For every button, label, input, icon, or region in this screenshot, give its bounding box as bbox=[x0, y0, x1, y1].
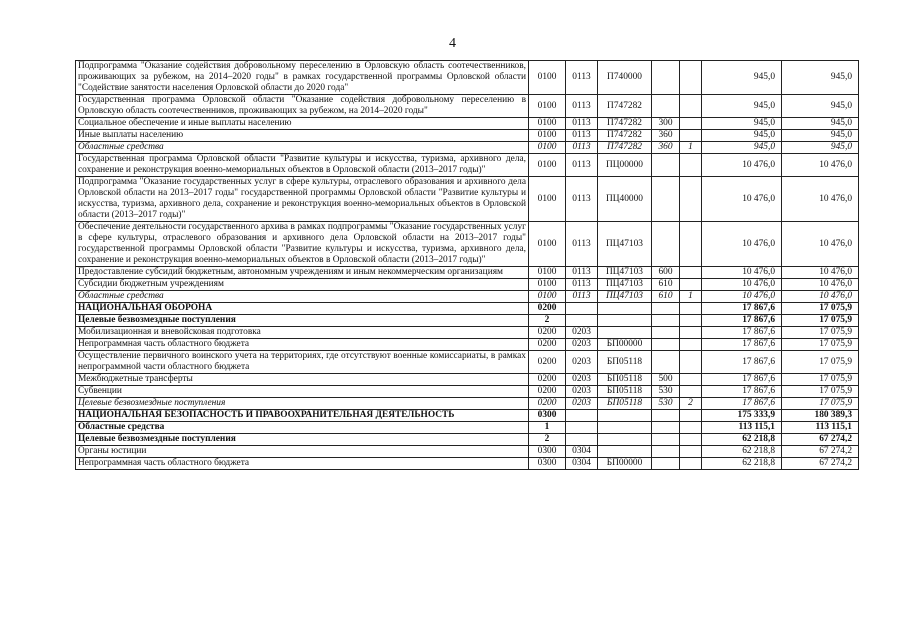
amount-year-2-cell: 945,0 bbox=[782, 61, 859, 95]
table-row bbox=[76, 61, 859, 95]
funding-source-cell bbox=[680, 374, 702, 386]
target-article-cell: ПЦ00000 bbox=[598, 154, 652, 177]
expense-type-cell bbox=[652, 351, 680, 374]
section-code-cell: 0300 bbox=[529, 446, 566, 458]
funding-source-cell: 1 bbox=[680, 291, 702, 303]
subsection-code-cell: 0203 bbox=[566, 327, 598, 339]
subsection-code-cell: 0113 bbox=[566, 177, 598, 222]
amount-year-1-cell: 17 867,6 bbox=[702, 339, 782, 351]
target-article-cell bbox=[598, 303, 652, 315]
subsection-code-cell: 0203 bbox=[566, 374, 598, 386]
amount-year-2-cell: 180 389,3 bbox=[782, 410, 859, 422]
expense-type-cell: 530 bbox=[652, 398, 680, 410]
table-row bbox=[76, 118, 859, 130]
row-name-cell: Государственная программа Орловской области "Оказание содействия добровольному переселению в Орловскую область соотечественников, проживающих за рубежом, на 2014–2020 годы" bbox=[76, 95, 529, 118]
section-code-cell: 0200 bbox=[529, 374, 566, 386]
amount-year-2-cell: 10 476,0 bbox=[782, 291, 859, 303]
row-name-cell: Государственная программа Орловской области "Развитие культуры и искусства, туризма, архивного дела, сохранение и реконструкция военно-мемориальных объектов в Орловской области (2013–2017 годы)" bbox=[76, 154, 529, 177]
section-code-cell: 0100 bbox=[529, 291, 566, 303]
funding-source-cell bbox=[680, 339, 702, 351]
table-row bbox=[76, 267, 859, 279]
expense-type-cell bbox=[652, 339, 680, 351]
section-code-cell: 0100 bbox=[529, 222, 566, 267]
table-row bbox=[76, 339, 859, 351]
amount-year-2-cell: 10 476,0 bbox=[782, 267, 859, 279]
table-row bbox=[76, 434, 859, 446]
row-name-cell: Социальное обеспечение и иные выплаты населению bbox=[76, 118, 529, 130]
target-article-cell: БП05118 bbox=[598, 351, 652, 374]
target-article-cell bbox=[598, 446, 652, 458]
subsection-code-cell bbox=[566, 315, 598, 327]
table-row bbox=[76, 279, 859, 291]
amount-year-1-cell: 17 867,6 bbox=[702, 386, 782, 398]
amount-year-2-cell: 10 476,0 bbox=[782, 177, 859, 222]
funding-source-cell bbox=[680, 154, 702, 177]
table-row bbox=[76, 374, 859, 386]
target-article-cell: П747282 bbox=[598, 95, 652, 118]
target-article-cell bbox=[598, 327, 652, 339]
amount-year-2-cell: 67 274,2 bbox=[782, 458, 859, 470]
target-article-cell: ПЦ47103 bbox=[598, 222, 652, 267]
target-article-cell bbox=[598, 422, 652, 434]
expense-type-cell bbox=[652, 458, 680, 470]
funding-source-cell bbox=[680, 386, 702, 398]
section-code-cell: 0100 bbox=[529, 154, 566, 177]
row-name-cell: Областные средства bbox=[76, 422, 529, 434]
subsection-code-cell: 0113 bbox=[566, 291, 598, 303]
expense-type-cell bbox=[652, 422, 680, 434]
target-article-cell: П747282 bbox=[598, 118, 652, 130]
row-name-cell: Целевые безвозмездные поступления bbox=[76, 434, 529, 446]
row-name-cell: Подпрограмма "Оказание государственных услуг в сфере культуры, отраслевого образования и архивного дела Орловской области на 2013–2017 годы" государственной программы Орловской области "Развитие культуры и искусства, туризма, архивного дела, сохранение и реконструкция военно-мемориальных объектов в Орловской области (2013–2017 годы)" bbox=[76, 177, 529, 222]
subsection-code-cell bbox=[566, 410, 598, 422]
amount-year-1-cell: 945,0 bbox=[702, 61, 782, 95]
amount-year-2-cell: 945,0 bbox=[782, 142, 859, 154]
funding-source-cell bbox=[680, 351, 702, 374]
funding-source-cell bbox=[680, 410, 702, 422]
amount-year-1-cell: 17 867,6 bbox=[702, 374, 782, 386]
funding-source-cell bbox=[680, 327, 702, 339]
section-code-cell: 0100 bbox=[529, 279, 566, 291]
amount-year-1-cell: 62 218,8 bbox=[702, 434, 782, 446]
amount-year-2-cell: 10 476,0 bbox=[782, 279, 859, 291]
table-row bbox=[76, 222, 859, 267]
target-article-cell: П747282 bbox=[598, 130, 652, 142]
table-row bbox=[76, 315, 859, 327]
amount-year-1-cell: 17 867,6 bbox=[702, 303, 782, 315]
expense-type-cell bbox=[652, 303, 680, 315]
target-article-cell bbox=[598, 315, 652, 327]
row-name-cell: Целевые безвозмездные поступления bbox=[76, 315, 529, 327]
subsection-code-cell bbox=[566, 303, 598, 315]
row-name-cell: Осуществление первичного воинского учета на территориях, где отсутствуют военные комиссариаты, в рамках непрограммной части областного бюджета bbox=[76, 351, 529, 374]
section-code-cell: 0100 bbox=[529, 95, 566, 118]
table-row bbox=[76, 327, 859, 339]
target-article-cell: БП05118 bbox=[598, 386, 652, 398]
section-code-cell: 0100 bbox=[529, 130, 566, 142]
funding-source-cell bbox=[680, 446, 702, 458]
page-number: 4 bbox=[449, 36, 456, 51]
funding-source-cell: 1 bbox=[680, 142, 702, 154]
amount-year-1-cell: 17 867,6 bbox=[702, 351, 782, 374]
subsection-code-cell: 0113 bbox=[566, 61, 598, 95]
amount-year-2-cell: 945,0 bbox=[782, 95, 859, 118]
table-row bbox=[76, 446, 859, 458]
amount-year-2-cell: 10 476,0 bbox=[782, 222, 859, 267]
section-code-cell: 0100 bbox=[529, 177, 566, 222]
expense-type-cell bbox=[652, 222, 680, 267]
target-article-cell: ПЦ47103 bbox=[598, 267, 652, 279]
amount-year-2-cell: 10 476,0 bbox=[782, 154, 859, 177]
budget-table-body bbox=[76, 61, 859, 470]
amount-year-2-cell: 17 075,9 bbox=[782, 339, 859, 351]
amount-year-1-cell: 62 218,8 bbox=[702, 446, 782, 458]
section-code-cell: 0100 bbox=[529, 142, 566, 154]
section-code-cell: 0300 bbox=[529, 410, 566, 422]
target-article-cell: ПЦ47103 bbox=[598, 291, 652, 303]
subsection-code-cell bbox=[566, 434, 598, 446]
expense-type-cell bbox=[652, 327, 680, 339]
amount-year-1-cell: 945,0 bbox=[702, 118, 782, 130]
row-name-cell: Непрограммная часть областного бюджета bbox=[76, 339, 529, 351]
amount-year-2-cell: 945,0 bbox=[782, 118, 859, 130]
row-name-cell: Органы юстиции bbox=[76, 446, 529, 458]
row-name-cell: Межбюджетные трансферты bbox=[76, 374, 529, 386]
table-row bbox=[76, 130, 859, 142]
subsection-code-cell: 0203 bbox=[566, 339, 598, 351]
row-name-cell: Иные выплаты населению bbox=[76, 130, 529, 142]
amount-year-2-cell: 17 075,9 bbox=[782, 351, 859, 374]
amount-year-2-cell: 67 274,2 bbox=[782, 434, 859, 446]
amount-year-2-cell: 17 075,9 bbox=[782, 303, 859, 315]
amount-year-1-cell: 10 476,0 bbox=[702, 279, 782, 291]
subsection-code-cell: 0113 bbox=[566, 130, 598, 142]
expense-type-cell bbox=[652, 410, 680, 422]
funding-source-cell: 2 bbox=[680, 398, 702, 410]
amount-year-1-cell: 10 476,0 bbox=[702, 177, 782, 222]
expense-type-cell: 500 bbox=[652, 374, 680, 386]
amount-year-1-cell: 175 333,9 bbox=[702, 410, 782, 422]
amount-year-1-cell: 945,0 bbox=[702, 95, 782, 118]
table-row bbox=[76, 291, 859, 303]
amount-year-1-cell: 17 867,6 bbox=[702, 398, 782, 410]
section-code-cell: 0200 bbox=[529, 327, 566, 339]
subsection-code-cell: 0304 bbox=[566, 458, 598, 470]
subsection-code-cell: 0113 bbox=[566, 95, 598, 118]
section-code-cell: 0300 bbox=[529, 458, 566, 470]
table-row bbox=[76, 142, 859, 154]
target-article-cell: П747282 bbox=[598, 142, 652, 154]
funding-source-cell bbox=[680, 422, 702, 434]
expense-type-cell: 610 bbox=[652, 291, 680, 303]
table-row bbox=[76, 351, 859, 374]
table-row bbox=[76, 177, 859, 222]
table-row bbox=[76, 386, 859, 398]
row-name-cell: Областные средства bbox=[76, 291, 529, 303]
subsection-code-cell: 0113 bbox=[566, 222, 598, 267]
row-name-cell: Непрограммная часть областного бюджета bbox=[76, 458, 529, 470]
amount-year-1-cell: 17 867,6 bbox=[702, 327, 782, 339]
amount-year-1-cell: 62 218,8 bbox=[702, 458, 782, 470]
row-name-cell: Субсидии бюджетным учреждениям bbox=[76, 279, 529, 291]
target-article-cell bbox=[598, 434, 652, 446]
subsection-code-cell bbox=[566, 422, 598, 434]
subsection-code-cell: 0113 bbox=[566, 267, 598, 279]
expense-type-cell: 360 bbox=[652, 142, 680, 154]
row-name-cell: НАЦИОНАЛЬНАЯ БЕЗОПАСНОСТЬ И ПРАВООХРАНИТЕЛЬНАЯ ДЕЯТЕЛЬНОСТЬ bbox=[76, 410, 529, 422]
funding-source-cell bbox=[680, 118, 702, 130]
funding-source-cell bbox=[680, 61, 702, 95]
funding-source-cell bbox=[680, 279, 702, 291]
funding-source-cell bbox=[680, 267, 702, 279]
row-name-cell: НАЦИОНАЛЬНАЯ ОБОРОНА bbox=[76, 303, 529, 315]
funding-source-cell bbox=[680, 222, 702, 267]
subsection-code-cell: 0203 bbox=[566, 398, 598, 410]
expense-type-cell bbox=[652, 434, 680, 446]
row-name-cell: Обеспечение деятельности государственного архива в рамках подпрограммы "Оказание государственных услуг в сфере культуры, отраслевого образования и архивного дела Орловской области на 2013–2017 годы" государственной программы Орловской области "Развитие культуры и искусства, туризма, архивного дела, сохранение и реконструкция военно-мемориальных объектов в Орловской области (2013–2017 годы)" bbox=[76, 222, 529, 267]
table-row bbox=[76, 398, 859, 410]
table-row bbox=[76, 422, 859, 434]
amount-year-1-cell: 10 476,0 bbox=[702, 267, 782, 279]
row-name-cell: Целевые безвозмездные поступления bbox=[76, 398, 529, 410]
section-code-cell: 0200 bbox=[529, 351, 566, 374]
section-code-cell: 0100 bbox=[529, 61, 566, 95]
amount-year-1-cell: 10 476,0 bbox=[702, 154, 782, 177]
subsection-code-cell: 0304 bbox=[566, 446, 598, 458]
funding-source-cell bbox=[680, 95, 702, 118]
target-article-cell: П740000 bbox=[598, 61, 652, 95]
subsection-code-cell: 0113 bbox=[566, 118, 598, 130]
expense-type-cell bbox=[652, 446, 680, 458]
expense-type-cell: 300 bbox=[652, 118, 680, 130]
target-article-cell: ПЦ40000 bbox=[598, 177, 652, 222]
subsection-code-cell: 0203 bbox=[566, 386, 598, 398]
row-name-cell: Субвенции bbox=[76, 386, 529, 398]
amount-year-2-cell: 17 075,9 bbox=[782, 386, 859, 398]
subsection-code-cell: 0113 bbox=[566, 154, 598, 177]
expense-type-cell: 600 bbox=[652, 267, 680, 279]
amount-year-2-cell: 67 274,2 bbox=[782, 446, 859, 458]
amount-year-1-cell: 10 476,0 bbox=[702, 291, 782, 303]
funding-source-cell bbox=[680, 177, 702, 222]
section-code-cell: 1 bbox=[529, 422, 566, 434]
amount-year-2-cell: 17 075,9 bbox=[782, 315, 859, 327]
expense-type-cell bbox=[652, 154, 680, 177]
amount-year-2-cell: 17 075,9 bbox=[782, 327, 859, 339]
section-code-cell: 0200 bbox=[529, 386, 566, 398]
expense-type-cell bbox=[652, 315, 680, 327]
amount-year-2-cell: 113 115,1 bbox=[782, 422, 859, 434]
funding-source-cell bbox=[680, 434, 702, 446]
target-article-cell: БП05118 bbox=[598, 374, 652, 386]
funding-source-cell bbox=[680, 303, 702, 315]
budget-table bbox=[75, 60, 859, 470]
expense-type-cell bbox=[652, 61, 680, 95]
table-row bbox=[76, 410, 859, 422]
table-row bbox=[76, 303, 859, 315]
section-code-cell: 2 bbox=[529, 434, 566, 446]
expense-type-cell bbox=[652, 95, 680, 118]
funding-source-cell bbox=[680, 130, 702, 142]
section-code-cell: 2 bbox=[529, 315, 566, 327]
expense-type-cell bbox=[652, 177, 680, 222]
target-article-cell: БП05118 bbox=[598, 398, 652, 410]
table-row bbox=[76, 458, 859, 470]
table-row bbox=[76, 154, 859, 177]
funding-source-cell bbox=[680, 315, 702, 327]
table-row bbox=[76, 95, 859, 118]
target-article-cell: БП00000 bbox=[598, 458, 652, 470]
amount-year-1-cell: 10 476,0 bbox=[702, 222, 782, 267]
amount-year-1-cell: 113 115,1 bbox=[702, 422, 782, 434]
target-article-cell: ПЦ47103 bbox=[598, 279, 652, 291]
target-article-cell bbox=[598, 410, 652, 422]
amount-year-1-cell: 945,0 bbox=[702, 130, 782, 142]
section-code-cell: 0200 bbox=[529, 398, 566, 410]
row-name-cell: Мобилизационная и вневойсковая подготовка bbox=[76, 327, 529, 339]
row-name-cell: Предоставление субсидий бюджетным, автономным учреждениям и иным некоммерческим организациям bbox=[76, 267, 529, 279]
section-code-cell: 0100 bbox=[529, 267, 566, 279]
row-name-cell: Подпрограмма "Оказание содействия добровольному переселению в Орловскую область соотечественников, проживающих за рубежом, на 2014–2020 годы" в рамках государственной программы Орловской области "Содействие занятости населения Орловской области до 2020 года" bbox=[76, 61, 529, 95]
amount-year-1-cell: 945,0 bbox=[702, 142, 782, 154]
funding-source-cell bbox=[680, 458, 702, 470]
expense-type-cell: 530 bbox=[652, 386, 680, 398]
subsection-code-cell: 0113 bbox=[566, 279, 598, 291]
expense-type-cell: 610 bbox=[652, 279, 680, 291]
section-code-cell: 0200 bbox=[529, 339, 566, 351]
section-code-cell: 0100 bbox=[529, 118, 566, 130]
amount-year-2-cell: 945,0 bbox=[782, 130, 859, 142]
subsection-code-cell: 0113 bbox=[566, 142, 598, 154]
row-name-cell: Областные средства bbox=[76, 142, 529, 154]
target-article-cell: БП00000 bbox=[598, 339, 652, 351]
expense-type-cell: 360 bbox=[652, 130, 680, 142]
section-code-cell: 0200 bbox=[529, 303, 566, 315]
amount-year-1-cell: 17 867,6 bbox=[702, 315, 782, 327]
amount-year-2-cell: 17 075,9 bbox=[782, 374, 859, 386]
subsection-code-cell: 0203 bbox=[566, 351, 598, 374]
amount-year-2-cell: 17 075,9 bbox=[782, 398, 859, 410]
